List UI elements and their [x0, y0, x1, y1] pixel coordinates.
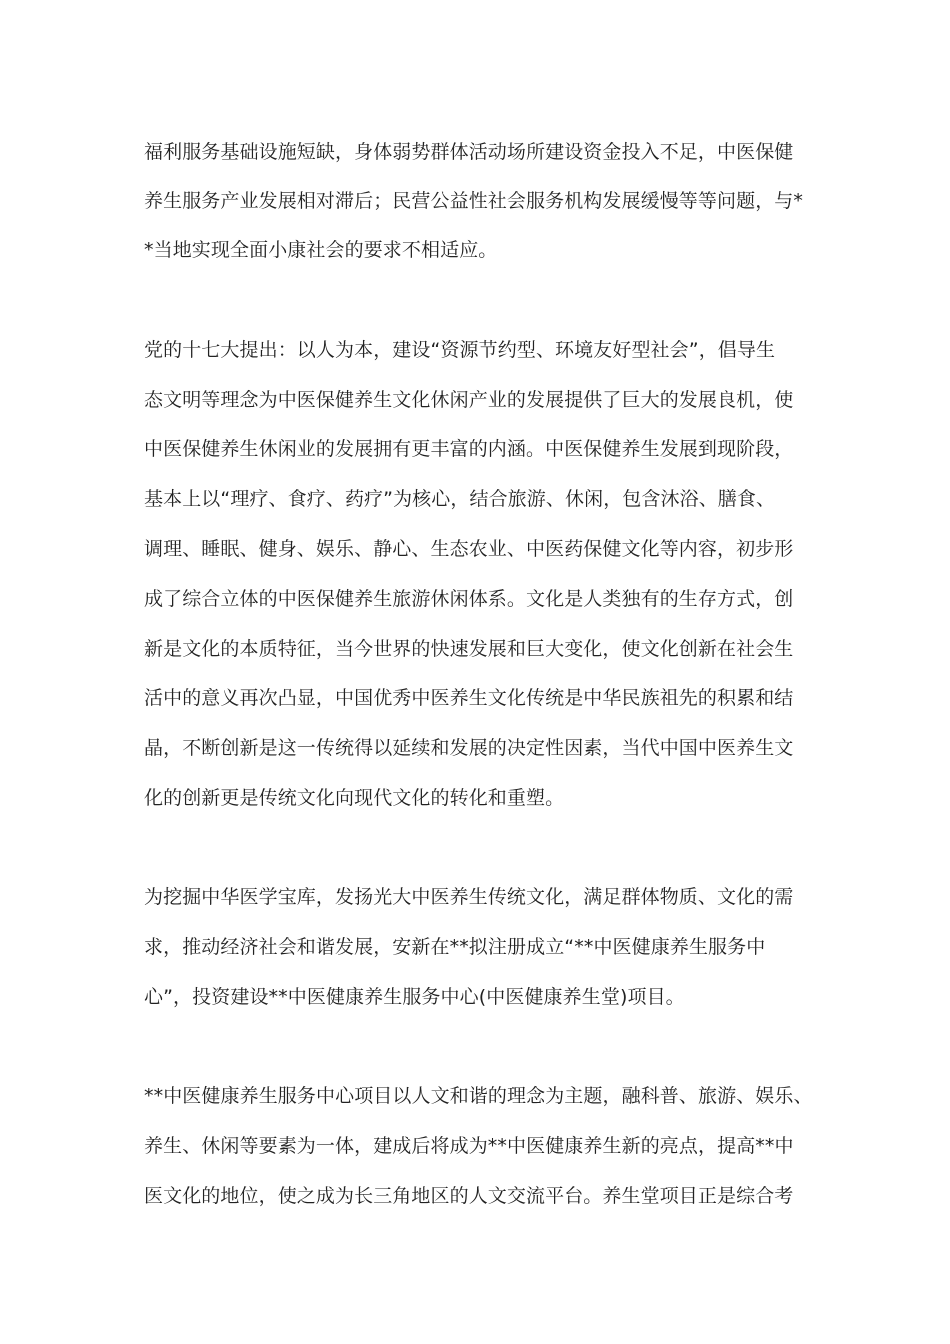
paragraph-3-line-1: 为挖掘中华医学宝库，发扬光大中医养生传统文化，满足群体物质、文化的需 — [144, 886, 794, 908]
paragraph-2-line-5: 调理、睡眠、健身、娱乐、静心、生态农业、中医药保健文化等内容，初步形 — [144, 538, 794, 560]
paragraph-4-line-3: 医文化的地位，使之成为长三角地区的人文交流平台。养生堂项目正是综合考 — [144, 1185, 794, 1207]
paragraph-2-line-3: 中医保健养生休闲业的发展拥有更丰富的内涵。中医保健养生发展到现阶段， — [144, 438, 794, 460]
paragraph-2-line-4: 基本上以“理疗、食疗、药疗”为核心，结合旅游、休闲，包含沐浴、膳食、 — [144, 488, 776, 510]
paragraph-2-line-8: 活中的意义再次凸显，中国优秀中医养生文化传统是中华民族祖先的积累和结 — [144, 687, 794, 709]
paragraph-1-line-1: 福利服务基础设施短缺，身体弱势群体活动场所建设资金投入不足，中医保健 — [144, 141, 794, 163]
paragraph-3-line-2: 求，推动经济社会和谐发展，安新在**拟注册成立“**中医健康养生服务中 — [144, 936, 766, 958]
paragraph-4-line-2: 养生、休闲等要素为一体，建成后将成为**中医健康养生新的亮点，提高**中 — [144, 1135, 794, 1157]
paragraph-2-line-9: 晶，不断创新是这一传统得以延续和发展的决定性因素，当代中国中医养生文 — [144, 737, 794, 759]
paragraph-2-line-10: 化的创新更是传统文化向现代文化的转化和重塑。 — [144, 787, 565, 809]
paragraph-2-line-6: 成了综合立体的中医保健养生旅游休闲体系。文化是人类独有的生存方式，创 — [144, 588, 794, 610]
paragraph-1-line-3: *当地实现全面小康社会的要求不相适应。 — [144, 239, 498, 261]
paragraph-2-line-7: 新是文化的本质特征，当今世界的快速发展和巨大变化，使文化创新在社会生 — [144, 638, 794, 660]
paragraph-2-line-1: 党的十七大提出：以人为本，建设“资源节约型、环境友好型社会”，倡导生 — [144, 339, 776, 361]
paragraph-3-line-3: 心”，投资建设**中医健康养生服务中心(中医健康养生堂)项目。 — [144, 986, 685, 1008]
paragraph-1-line-2: 养生服务产业发展相对滞后；民营公益性社会服务机构发展缓慢等等问题，与* — [144, 190, 804, 212]
paragraph-4-line-1: **中医健康养生服务中心项目以人文和谐的理念为主题，融科普、旅游、娱乐、 — [144, 1085, 813, 1107]
paragraph-2-line-2: 态文明等理念为中医保健养生文化休闲产业的发展提供了巨大的发展良机，使 — [144, 389, 794, 411]
